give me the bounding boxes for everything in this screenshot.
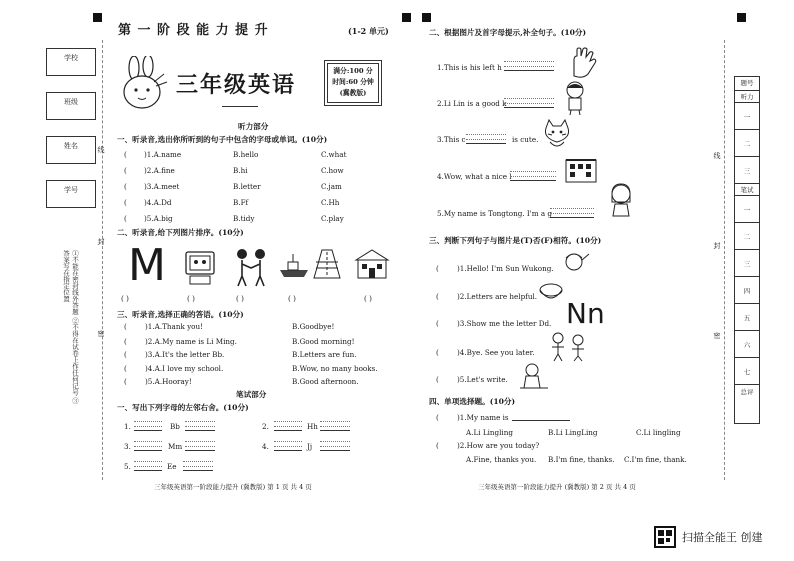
big-letters-nn: Nn (566, 297, 605, 330)
score-cell[interactable]: 二 (735, 223, 759, 250)
write-box[interactable] (466, 130, 506, 144)
paren: ( (124, 350, 127, 359)
score-cell[interactable]: 五 (735, 304, 759, 331)
ship-icon (278, 250, 310, 280)
seal-line (724, 40, 725, 480)
score-cell[interactable]: 四 (735, 277, 759, 304)
write-box[interactable] (134, 417, 162, 431)
section-title: 二、听录音,给下列图片排序。(10分) (117, 228, 244, 237)
answer-blank[interactable]: )2.How are you today? (457, 441, 540, 450)
score-cell[interactable]: 六 (735, 331, 759, 358)
two-people-meeting-icon (230, 246, 272, 288)
page-title: 第 一 阶 段 能 力 提 升 (118, 23, 269, 38)
paren: ( (436, 292, 439, 301)
write-box[interactable] (504, 57, 554, 71)
write-box[interactable] (550, 204, 594, 218)
cat-icon (540, 118, 574, 152)
section-title: 三、听录音,选择正确的答语。(10分) (117, 310, 244, 319)
score-cell[interactable]: 三 (735, 157, 759, 184)
score-cell[interactable]: 二 (735, 130, 759, 157)
score-cell[interactable]: 三 (735, 250, 759, 277)
paren: ( (436, 319, 439, 328)
paren: ( (436, 375, 439, 384)
write-box[interactable] (134, 457, 162, 471)
answer-blank[interactable]: )4.Bye. See you later. (457, 348, 535, 357)
write-box[interactable] (320, 437, 350, 451)
seal-char: 密 (713, 332, 721, 340)
order-blank[interactable]: ( ) (364, 294, 372, 303)
score-cell[interactable]: 七 (735, 358, 759, 385)
hand-icon (566, 46, 600, 80)
road-icon (312, 248, 342, 280)
name-field[interactable]: 姓名 (46, 136, 96, 164)
seal-char: 封 (97, 238, 105, 246)
writing-heading: 笔试部分 (236, 390, 267, 399)
answer-blank[interactable]: )2.Letters are helpful. (457, 292, 538, 301)
paren: ( (124, 337, 127, 346)
section-title: 三、判断下列句子与图片是(T)否(F)相符。(10分) (429, 236, 602, 245)
registration-mark (93, 13, 102, 22)
answer-blank[interactable]: )3.Show me the letter Dd. (457, 319, 552, 328)
rabbit-mascot-icon (114, 56, 170, 114)
write-box[interactable] (320, 417, 350, 431)
answer-blank[interactable]: )2.A.My name is Li Ming. (145, 337, 237, 346)
write-box[interactable] (274, 417, 302, 431)
kid-icon (560, 80, 590, 116)
total-score-cell[interactable]: 总评 (740, 388, 754, 396)
answer-blank[interactable]: )2.A.fine (144, 166, 175, 175)
class-field[interactable]: 班级 (46, 92, 96, 120)
score-cell[interactable]: 一 (735, 196, 759, 223)
section-title: 四、单项选择题。(10分) (429, 397, 516, 406)
registration-mark (402, 13, 411, 22)
answer-blank[interactable]: )1.A.name (144, 150, 182, 159)
sun-wukong-icon (560, 248, 590, 276)
write-box[interactable] (183, 457, 213, 471)
order-blank[interactable]: ( ) (187, 294, 195, 303)
order-blank[interactable]: ( ) (288, 294, 296, 303)
watermark-text: 扫描全能王 创建 (682, 531, 763, 544)
two-kids-icon (548, 330, 590, 362)
listening-heading: 听力部分 (238, 122, 269, 131)
registration-mark (422, 13, 431, 22)
exam-notice: ①不能在密封线外答题 ②不得在试卷上作任何记号 ③答案写在指定位置 (62, 250, 79, 404)
write-box[interactable] (274, 437, 302, 451)
write-box[interactable] (510, 167, 556, 181)
paren: ( (436, 264, 439, 273)
subject-title: 三年级英语 (176, 72, 297, 98)
answer-blank[interactable]: )3.A.It's the letter Bb. (145, 350, 225, 359)
page-footer: 三年级英语第一阶段能力提升 (冀教版) 第 2 页 共 4 页 (478, 483, 636, 491)
units-label: (1-2 单元) (348, 26, 389, 36)
seal-char: 线 (713, 152, 721, 160)
divider (222, 106, 258, 107)
girl-icon (606, 182, 636, 222)
paren: ( (436, 413, 439, 422)
school-building-icon (352, 248, 392, 282)
write-box[interactable] (504, 94, 554, 108)
section-title: 一、写出下列字母的左邻右舍。(10分) (117, 403, 249, 412)
order-blank[interactable]: ( ) (236, 294, 244, 303)
paren: ( (124, 364, 127, 373)
robot-computer-icon (180, 248, 220, 288)
answer-blank[interactable]: )5.A.Hooray! (145, 377, 192, 386)
paren: ( (124, 322, 127, 331)
section-title: 二、根据图片及首字母提示,补全句子。(10分) (429, 28, 587, 37)
section-title: 一、听录音,选出你所听到的句子中包含的字母或单词。(10分) (117, 135, 328, 144)
seal-line (102, 40, 103, 480)
answer-blank[interactable]: )3.A.meet (144, 182, 180, 191)
child-writing-icon (518, 362, 550, 392)
write-box[interactable] (134, 437, 162, 451)
answer-blank[interactable]: )5.A.big (144, 214, 173, 223)
qr-code-icon (654, 526, 676, 548)
paren: ( (436, 441, 439, 450)
score-box: 满分:100 分 时间:60 分钟 (冀教版) (324, 60, 382, 106)
answer-blank[interactable]: )1.A.Thank you! (145, 322, 204, 331)
paren: ( (124, 377, 127, 386)
school-field[interactable]: 学校 (46, 48, 96, 76)
seal-char: 线 (97, 146, 105, 154)
score-table: 题号 听力 一 二 三 笔试 一 二 三 四 五 六 七 总评 (734, 76, 760, 424)
answer-blank[interactable]: )5.Let's write. (457, 375, 508, 384)
registration-mark (737, 13, 746, 22)
seal-char: 密 (97, 330, 105, 338)
basket-icon (538, 280, 564, 304)
answer-blank[interactable]: )1.Hello! I'm Sun Wukong. (457, 264, 554, 273)
page-footer: 三年级英语第一阶段能力提升 (冀教版) 第 1 页 共 4 页 (154, 483, 312, 491)
write-box[interactable] (185, 437, 215, 451)
seal-char: 封 (713, 242, 721, 250)
big-letter-m: M (128, 240, 166, 291)
answer-blank[interactable]: )4.A.I love my school. (145, 364, 224, 373)
library-building-icon (562, 154, 600, 184)
paren: ( (436, 348, 439, 357)
write-box[interactable] (185, 417, 215, 431)
fill-blank[interactable] (512, 420, 570, 421)
order-blank[interactable]: ( ) (121, 294, 129, 303)
student-number-field[interactable]: 学号 (46, 180, 96, 208)
answer-blank[interactable]: )4.A.Dd (144, 198, 172, 207)
score-cell[interactable]: 一 (735, 103, 759, 130)
answer-blank[interactable]: )1.My name is (457, 413, 509, 422)
